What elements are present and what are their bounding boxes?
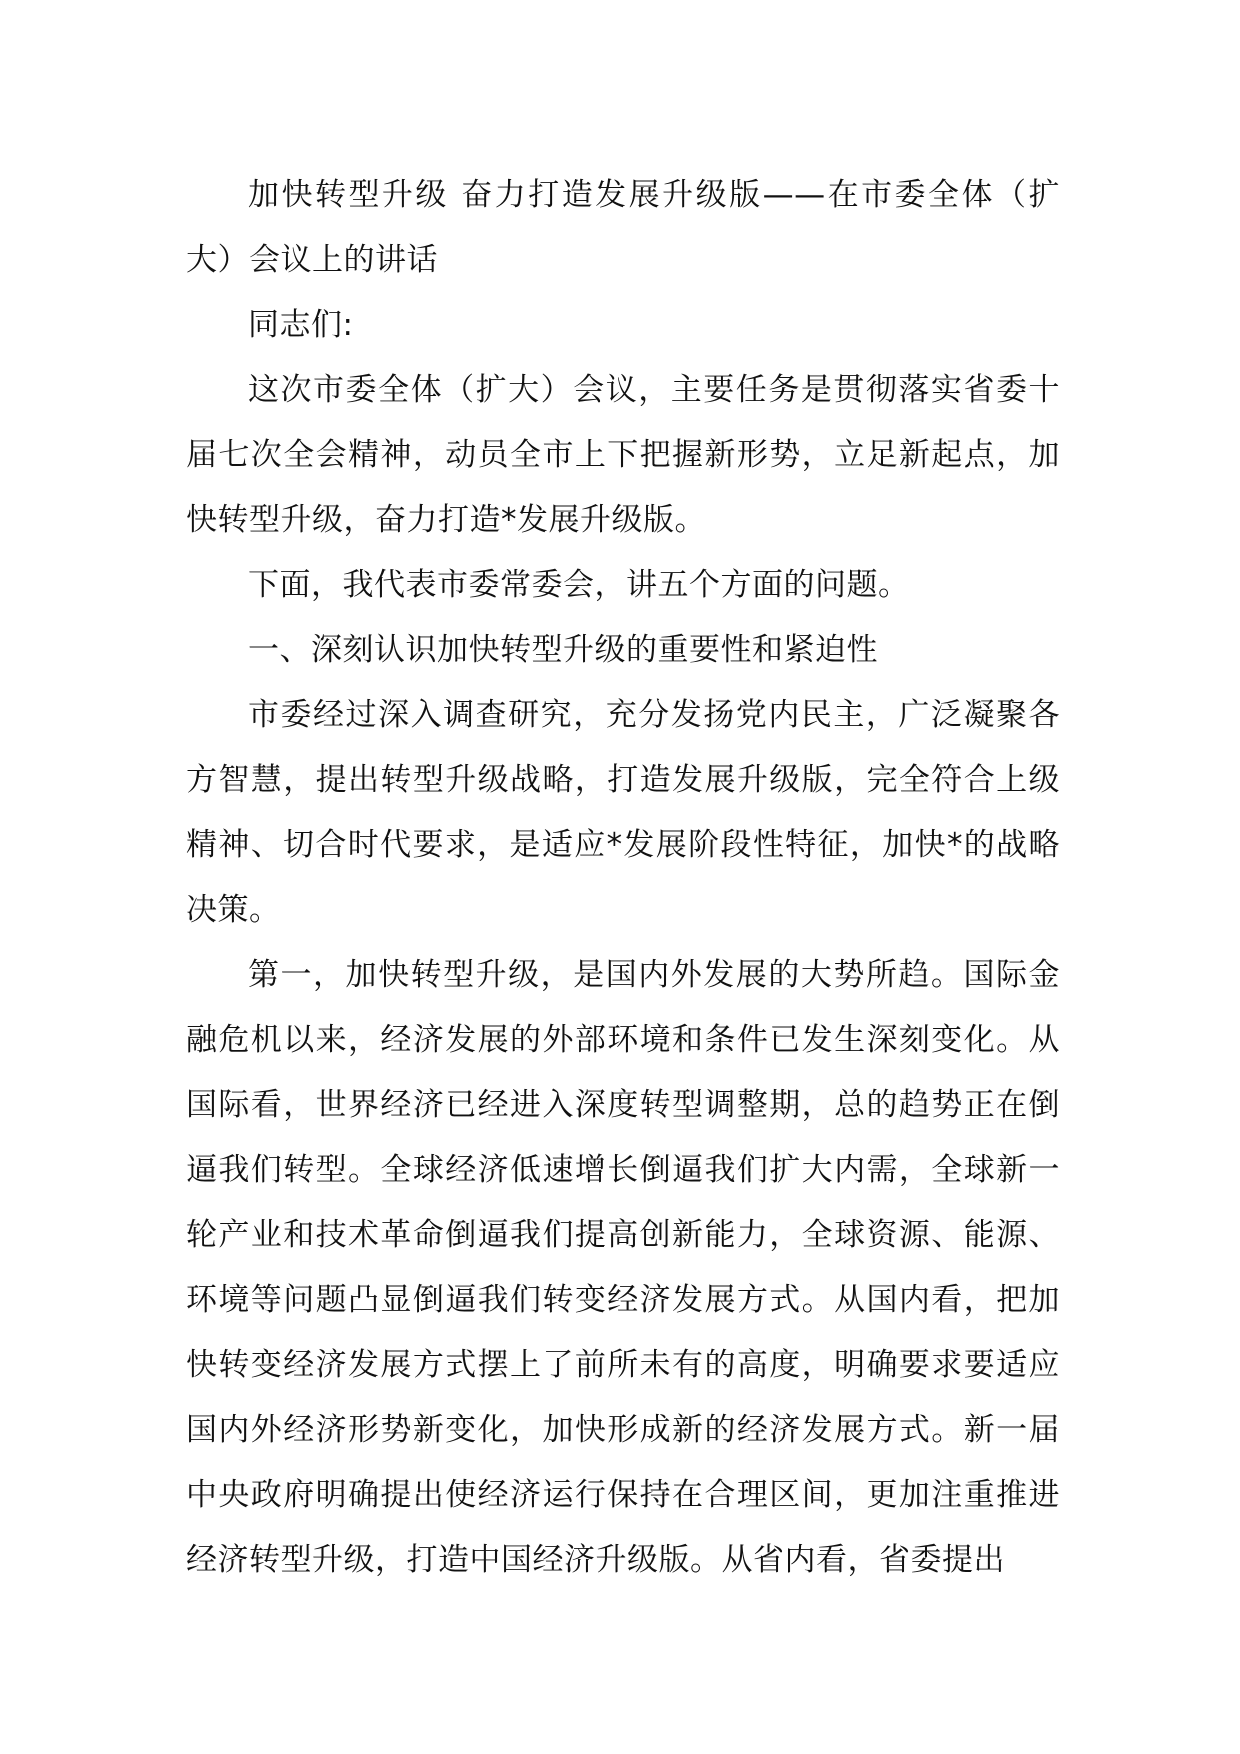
document-body (186, 163, 1060, 1593)
paragraph: 市委经过深入调查研究，充分发扬党内民主，广泛凝聚各方智慧，提出转型升级战略，打造发展升级版，完全符合上级精神、切合时代要求，是适应*发展阶段性特征，加快*的战略决策。 (186, 697, 1060, 928)
section-heading: 一、深刻认识加快转型升级的重要性和紧迫性 (248, 632, 878, 668)
document-title: 加快转型升级 奋力打造发展升级版——在市委全体（扩大）会议上的讲话 (186, 177, 1060, 278)
paragraph: 下面，我代表市委常委会，讲五个方面的问题。 (248, 567, 910, 603)
paragraph: 这次市委全体（扩大）会议，主要任务是贯彻落实省委十届七次全会精神，动员全市上下把握新形势，立足新起点，加快转型升级，奋力打造*发展升级版。 (186, 372, 1060, 538)
salutation: 同志们: (248, 307, 354, 343)
paragraph: 第一，加快转型升级，是国内外发展的大势所趋。国际金融危机以来，经济发展的外部环境和条件已发生深刻变化。从国际看，世界经济已经进入深度转型调整期，总的趋势正在倒逼我们转型。全球经济低速增长倒逼我们扩大内需，全球新一轮产业和技术革命倒逼我们提高创新能力，全球资源、能源、环境等问题凸显倒逼我们转变经济发展方式。从国内看，把加快转变经济发展方式摆上了前所未有的高度，明确要求要适应国内外经济形势新变化，加快形成新的经济发展方式。新一届中央政府明确提出使经济运行保持在合理区间，更加注重推进经济转型升级，打造中国经济升级版。从省内看，省委提出 (186, 957, 1060, 1578)
